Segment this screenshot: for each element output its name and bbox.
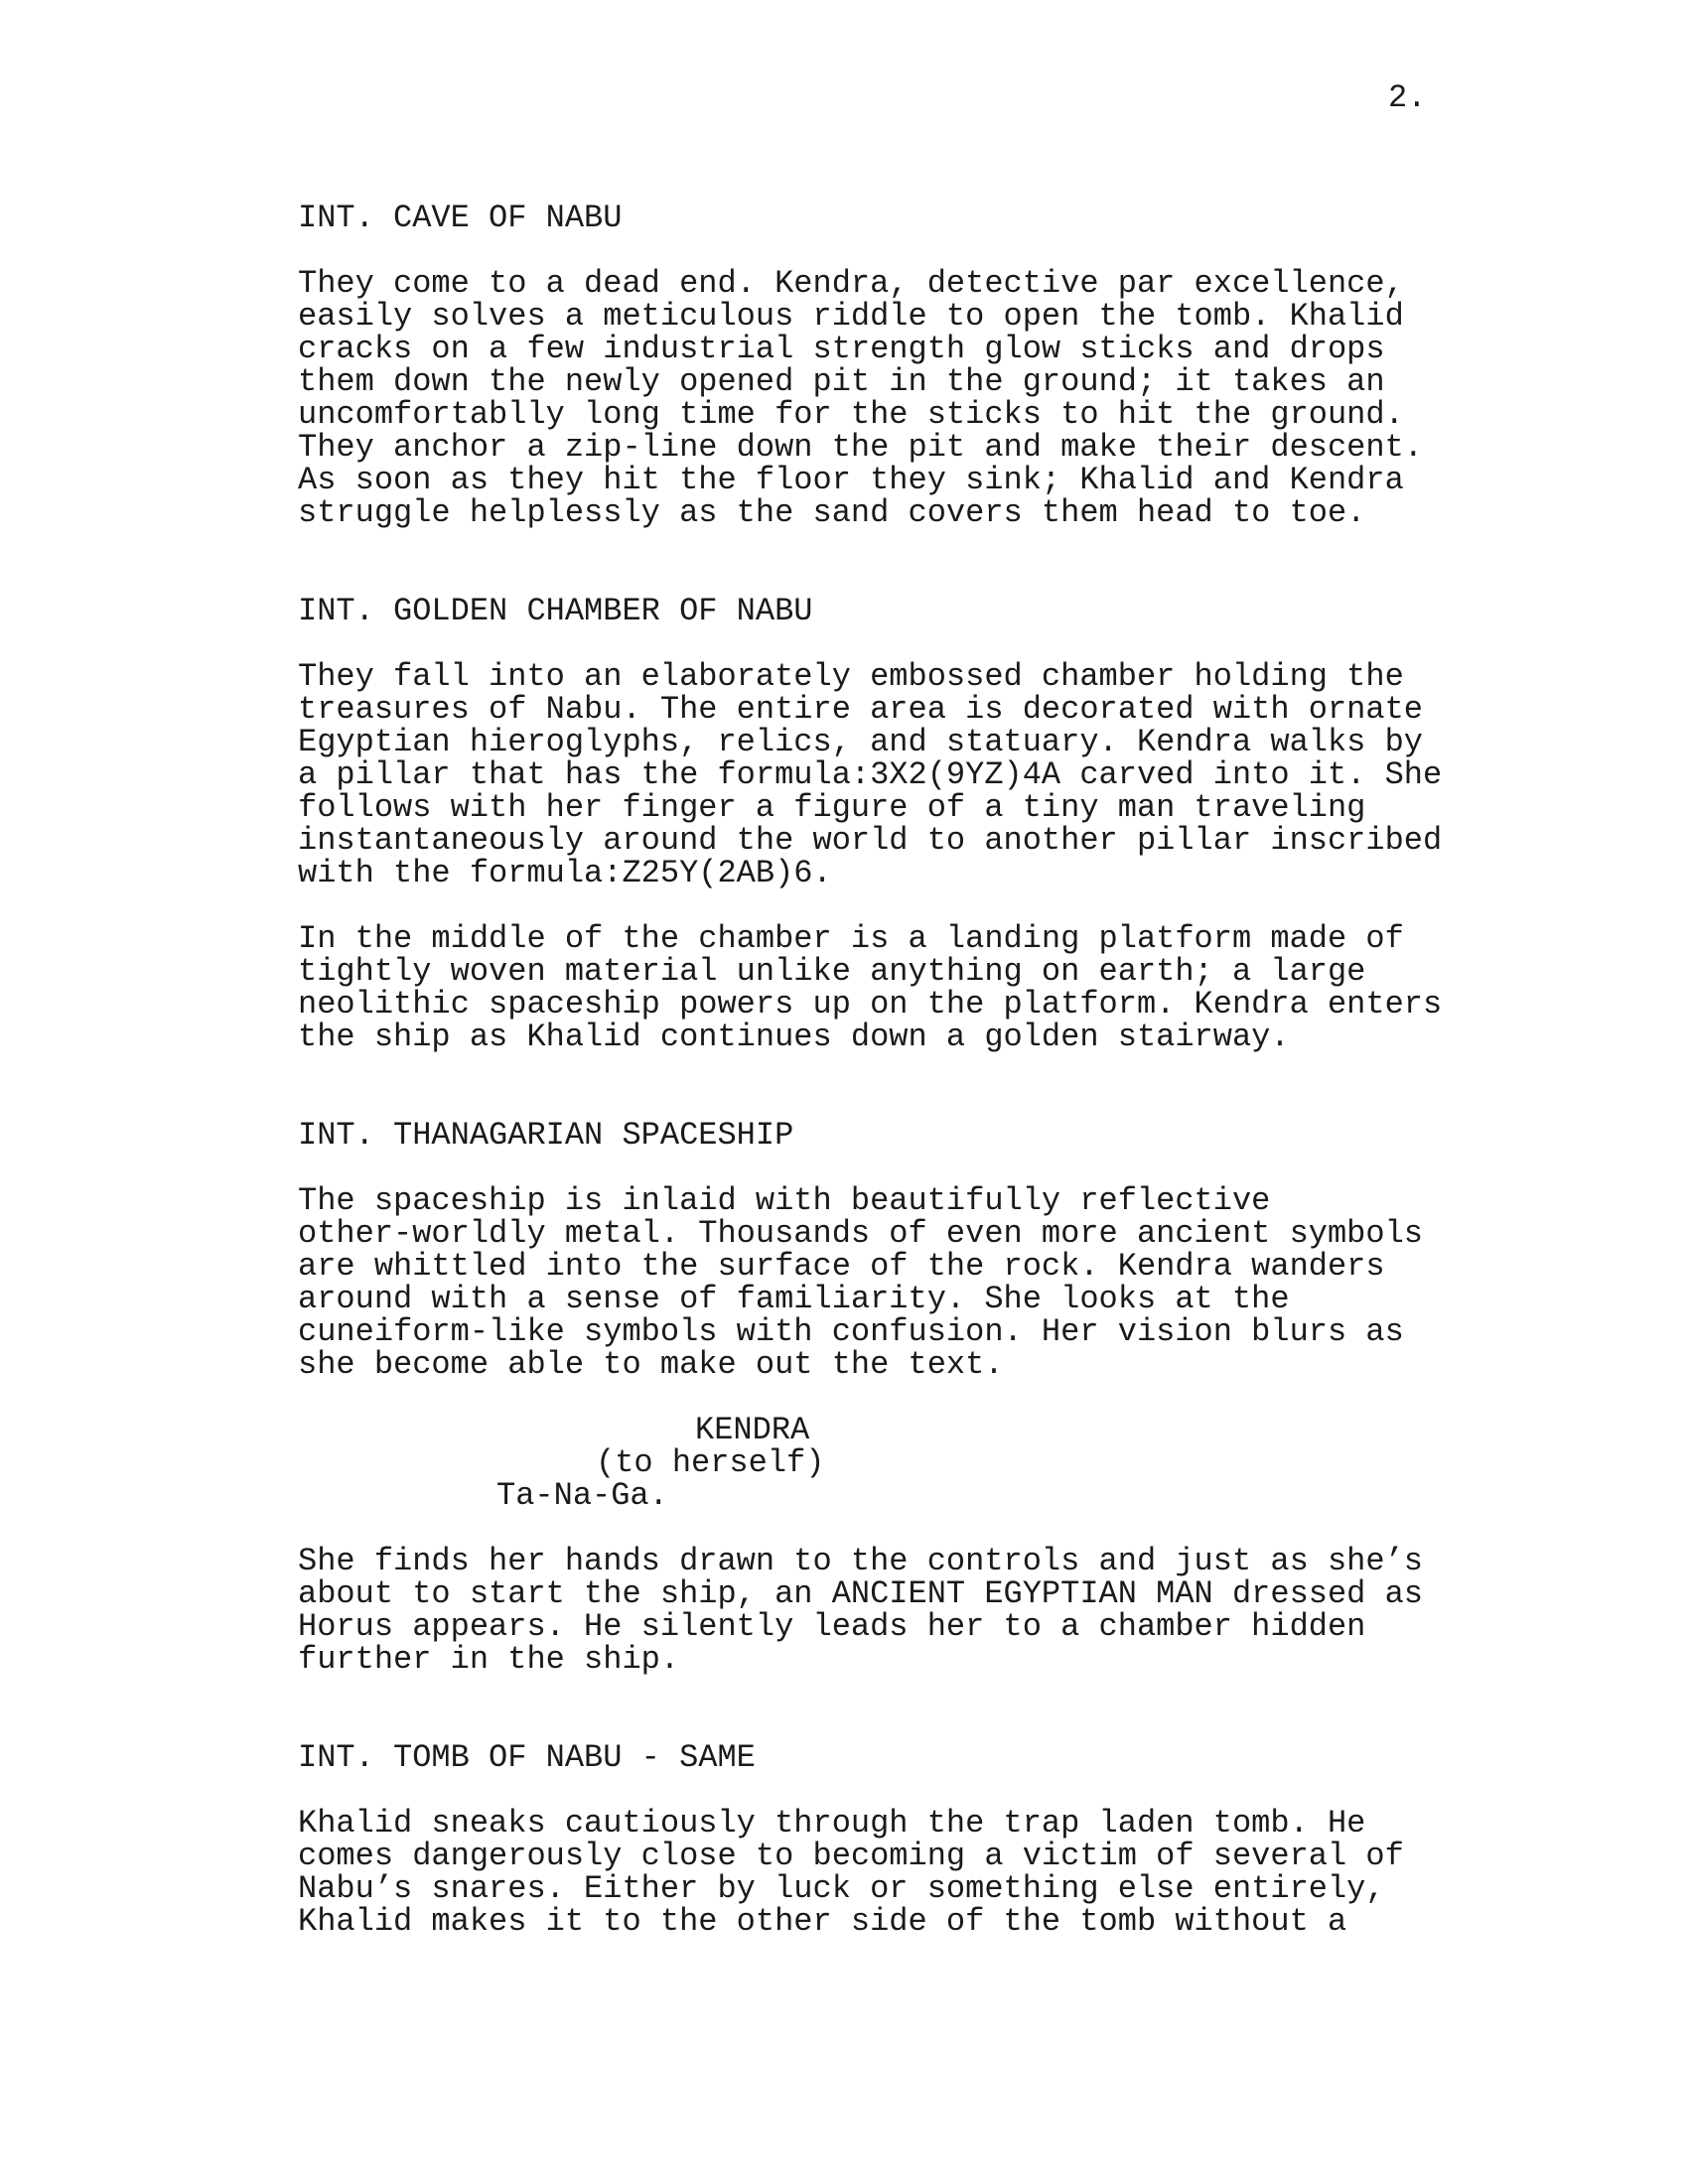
action-line: Nabu’s snares. Either by luck or something else entirely, [298,1870,1385,1907]
action-paragraph [298,1545,1489,1676]
action-line: with the formula:Z25Y(2AB)6. [298,855,832,891]
character-name: KENDRA [695,1412,810,1448]
dialogue-block [298,1414,1489,1512]
action-line: neolithic spaceship powers up on the platform. Kendra enters [298,986,1443,1023]
action-line: Khalid makes it to the other side of the tomb without a [298,1903,1347,1940]
action-line: uncomfortablly long time for the sticks to hit the ground. [298,396,1404,433]
action-line: cuneiform-like symbols with confusion. Her vision blurs as [298,1313,1404,1350]
action-line: In the middle of the chamber is a landing platform made of [298,920,1404,957]
scene-heading-line: INT. GOLDEN CHAMBER OF NABU [298,593,813,629]
dialogue-line: Ta-Na-Ga. [496,1477,668,1514]
action-line: she become able to make out the text. [298,1346,1004,1383]
action-line: easily solves a meticulous riddle to open the tomb. Khalid [298,298,1404,335]
action-paragraph [298,1184,1489,1381]
action-line: She finds her hands drawn to the controls and just as she’s [298,1543,1423,1579]
action-line: As soon as they hit the floor they sink; Khalid and Kendra [298,462,1404,498]
parenthetical: (to herself) [596,1444,825,1481]
action-line: Khalid sneaks cautiously through the trap laden tomb. He [298,1805,1366,1842]
scene-heading [298,202,1489,234]
action-line: Horus appears. He silently leads her to a chamber hidden [298,1608,1366,1645]
action-line: the ship as Khalid continues down a golden stairway. [298,1019,1290,1055]
action-paragraph [298,660,1489,889]
action-line: about to start the ship, an ANCIENT EGYPTIAN MAN dressed as [298,1575,1423,1612]
scene-heading-line: INT. THANAGARIAN SPACESHIP [298,1117,794,1154]
scene-heading-line: INT. TOMB OF NABU - SAME [298,1739,756,1776]
action-paragraph [298,922,1489,1053]
page-number: 2. [1388,79,1427,116]
action-line: around with a sense of familiarity. She looks at the [298,1281,1290,1317]
action-line: tightly woven material unlike anything on earth; a large [298,953,1366,990]
action-line: struggle helplessly as the sand covers them head to toe. [298,494,1366,531]
action-paragraph [298,267,1489,529]
scene-heading [298,1741,1489,1774]
action-line: They fall into an elaborately embossed chamber holding the [298,658,1404,695]
action-line: them down the newly opened pit in the ground; it takes an [298,363,1385,400]
action-paragraph [298,1807,1489,1938]
action-line: further in the ship. [298,1641,680,1678]
action-line: are whittled into the surface of the rock. Kendra wanders [298,1248,1385,1285]
action-line: They come to a dead end. Kendra, detective par excellence, [298,265,1404,302]
action-line: cracks on a few industrial strength glow sticks and drops [298,331,1385,367]
action-line: comes dangerously close to becoming a victim of several of [298,1838,1404,1874]
scene-heading [298,1119,1489,1152]
scene-heading [298,595,1489,627]
action-line: treasures of Nabu. The entire area is decorated with ornate [298,691,1423,728]
action-line: They anchor a zip-line down the pit and make their descent. [298,429,1423,466]
action-line: a pillar that has the formula:3X2(9YZ)4A carved into it. She [298,756,1443,793]
action-line: other-worldly metal. Thousands of even more ancient symbols [298,1215,1423,1252]
action-line: Egyptian hieroglyphs, relics, and statuary. Kendra walks by [298,724,1423,760]
scene-heading-line: INT. CAVE OF NABU [298,200,623,236]
action-line: instantaneously around the world to another pillar inscribed [298,822,1443,859]
action-line: The spaceship is inlaid with beautifully reflective [298,1182,1271,1219]
screenplay-body [298,202,1489,1938]
action-line: follows with her finger a figure of a tiny man traveling [298,789,1366,826]
